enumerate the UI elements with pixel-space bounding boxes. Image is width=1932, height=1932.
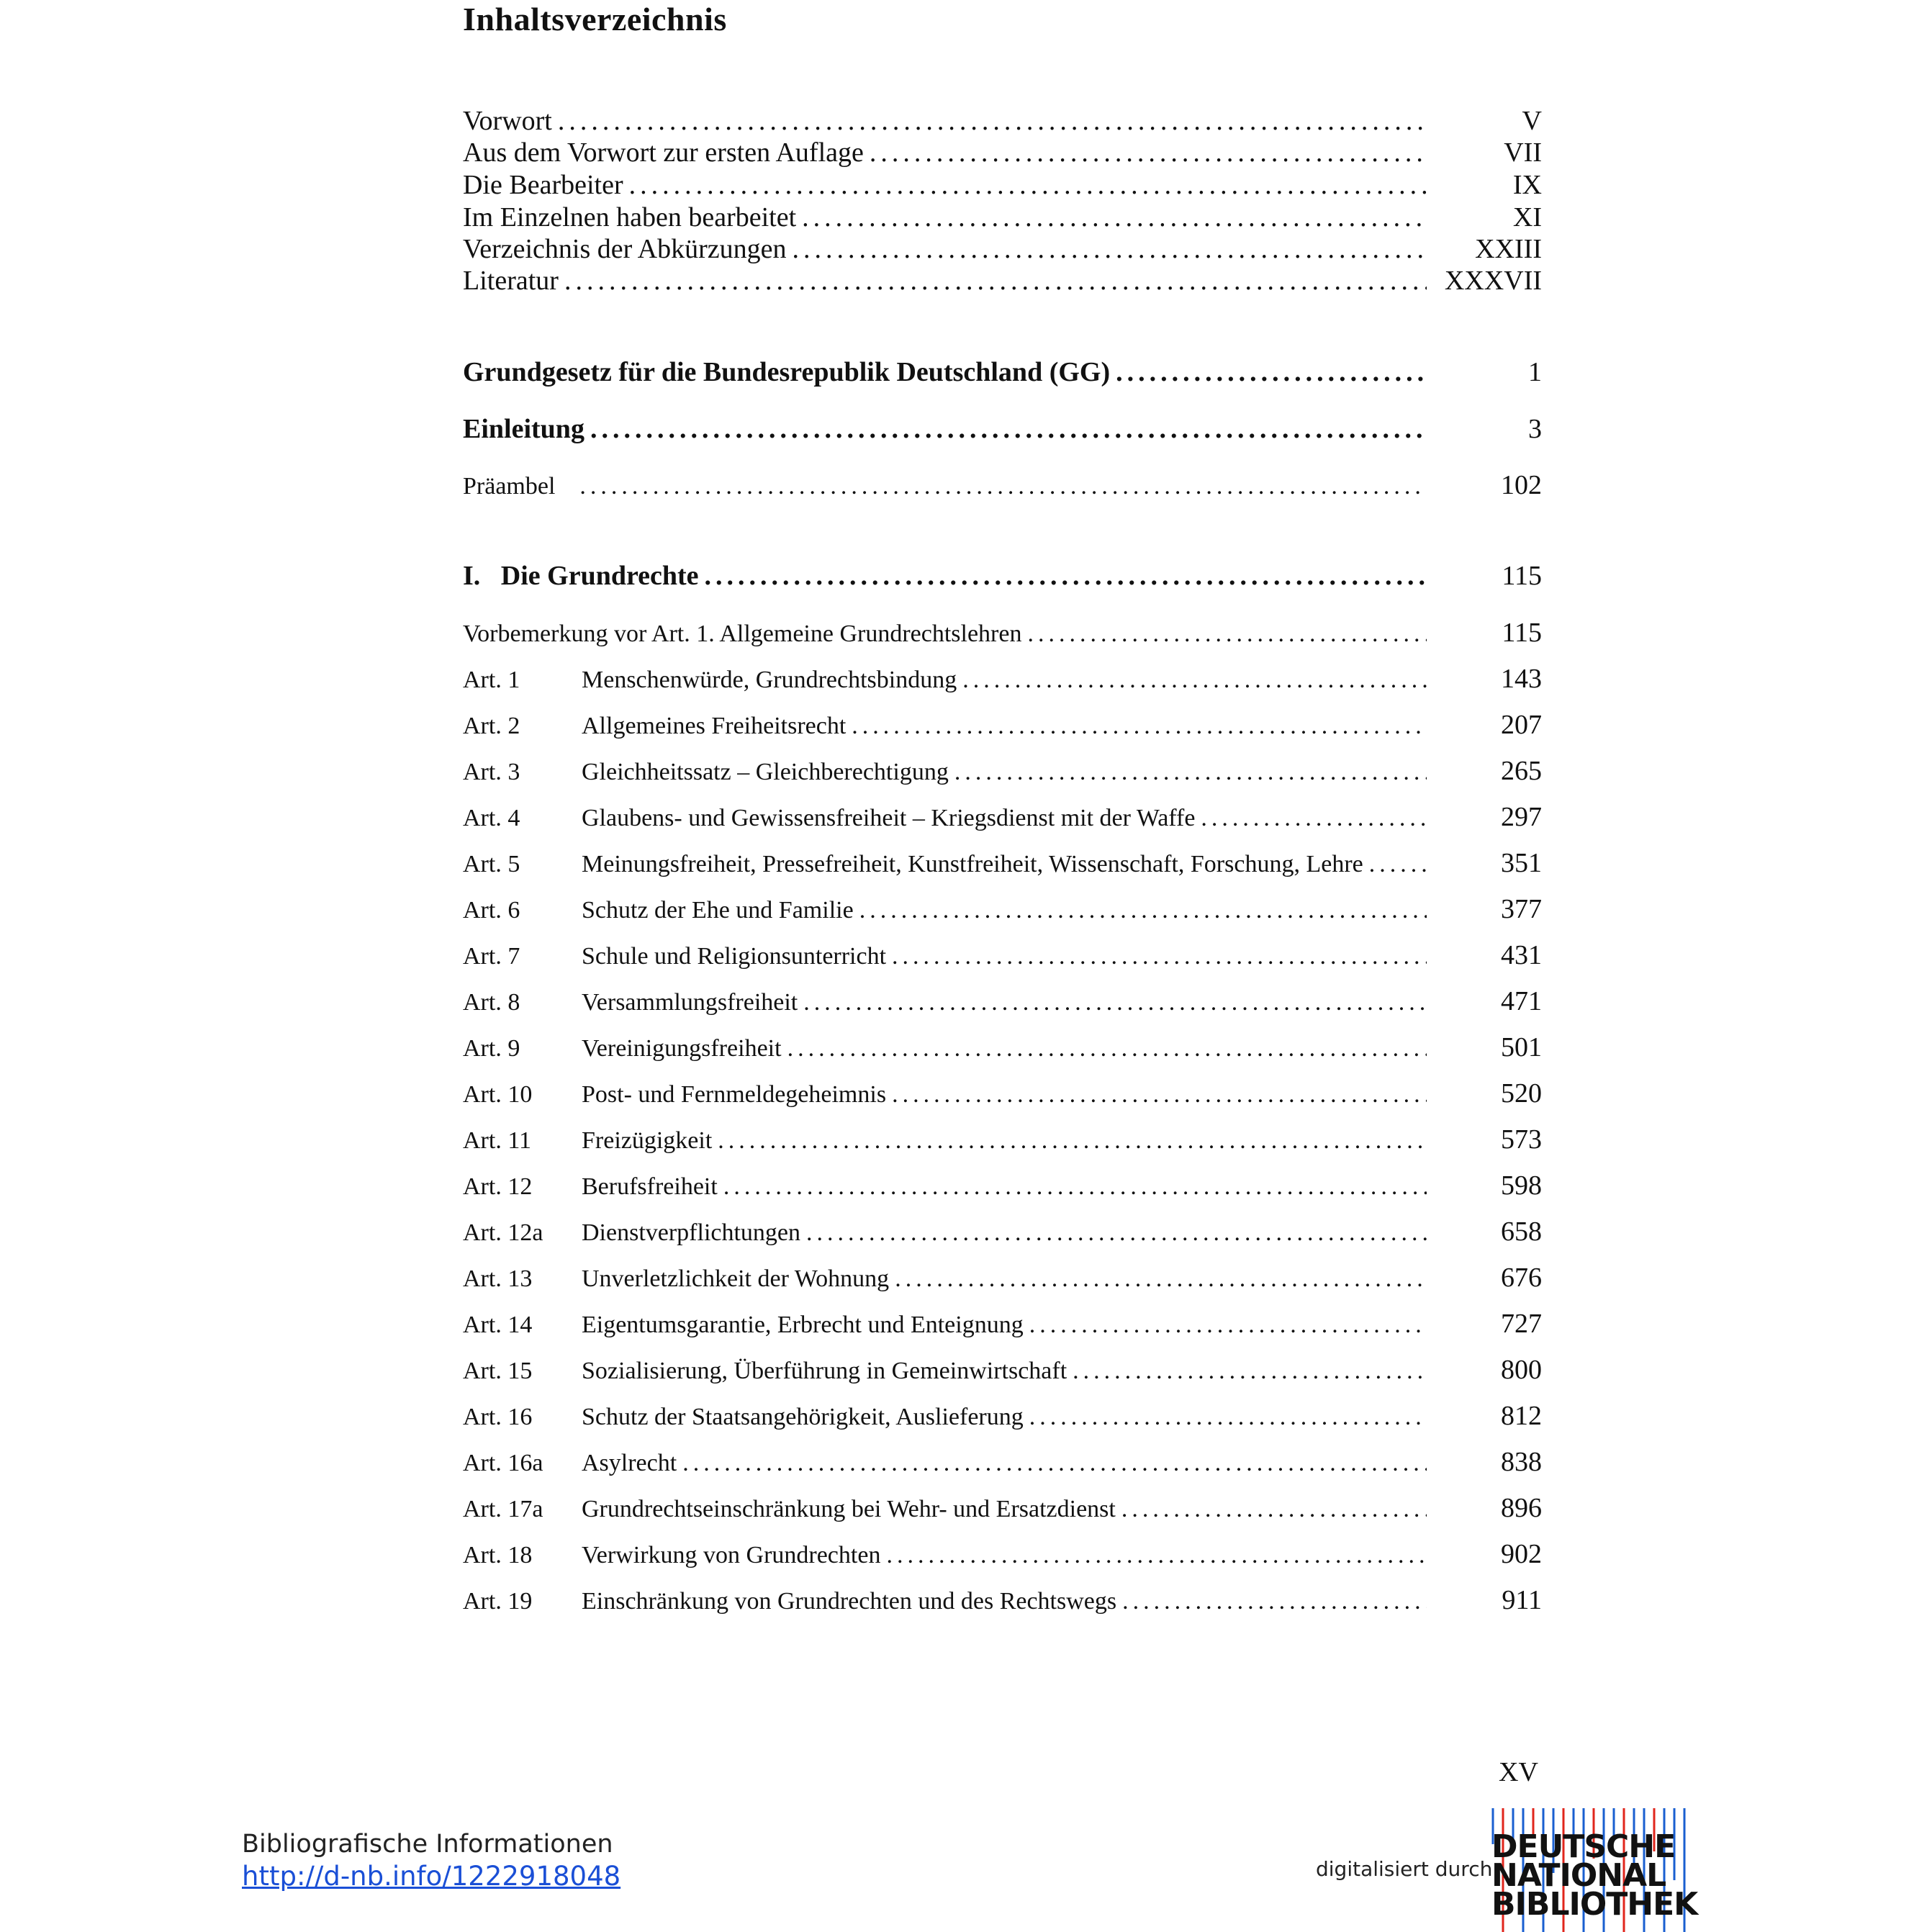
toc-entry-article[interactable] [463,1400,1542,1432]
toc-entry-page: 351 [1501,848,1542,878]
toc-entry-article[interactable] [463,709,1542,741]
article-title: Verwirkung von Grundrechten [582,1542,881,1568]
toc-entry-page: 812 [1501,1401,1542,1431]
article-title: Gleichheitssatz – Gleichberechtigung [582,759,949,785]
toc-entry-page: 102 [1501,470,1542,500]
dot-leader [954,759,1427,786]
dot-leader [1121,1496,1427,1523]
toc-entry-article[interactable] [463,755,1542,787]
toc-entry-page: 838 [1501,1447,1542,1477]
toc-entry-article[interactable] [463,1216,1542,1247]
toc-entry-page: 658 [1501,1216,1542,1247]
toc-entry-page: 727 [1501,1309,1542,1339]
dot-leader [1073,1358,1427,1385]
toc-entry-page: 265 [1501,756,1542,786]
toc-entry-page: 911 [1502,1585,1542,1615]
toc-entry-vorwort-erste-auflage[interactable] [463,137,1542,168]
dot-leader [962,667,1427,694]
toc-entry-page: 800 [1501,1355,1542,1385]
toc-entry-label: Einleitung [463,414,584,444]
toc-entry-page: 207 [1501,710,1542,740]
article-number: Art. 12a [463,1219,543,1246]
article-title: Asylrecht [582,1450,677,1476]
article-title: Dienstverpflichtungen [582,1219,801,1246]
article-number: Art. 10 [463,1081,533,1108]
article-title: Glaubens- und Gewissensfreiheit – Kriegsdienst mit der Waffe [582,805,1196,831]
article-title: Grundrechtseinschränkung bei Wehr- und Ersatzdienst [582,1496,1116,1522]
article-number: Art. 11 [463,1127,532,1154]
toc-entry-grundrechte[interactable] [463,560,1542,592]
dnb-logo [1490,1808,1698,1932]
toc-entry-page: XI [1512,202,1542,233]
dot-leader [1029,1404,1427,1431]
toc-entry-page: 501 [1501,1032,1542,1062]
toc-entry-page: 431 [1501,940,1542,970]
article-title: Eigentumsgarantie, Erbrecht und Enteignung [582,1312,1024,1338]
toc-entry-article[interactable] [463,1262,1542,1294]
article-number: Art. 5 [463,851,520,877]
article-title: Vereinigungsfreiheit [582,1035,782,1062]
article-number: Art. 9 [463,1035,520,1062]
dot-leader [564,265,1427,297]
article-title: Allgemeines Freiheitsrecht [582,713,847,739]
article-title: Versammlungsfreiheit [582,989,798,1016]
page-number: XV [1499,1757,1538,1787]
dot-leader [802,202,1427,233]
article-title: Schutz der Ehe und Familie [582,897,854,924]
toc-entry-article[interactable] [463,1078,1542,1109]
toc-entry-page: XXXVII [1444,266,1542,296]
toc-entry-page: 676 [1501,1263,1542,1293]
toc-entry-page: 377 [1501,894,1542,924]
page-title: Inhaltsverzeichnis [463,1,727,37]
toc-entry-page: 297 [1501,802,1542,832]
bibliographic-info-label: Bibliografische Informationen [242,1830,613,1859]
article-number: Art. 18 [463,1542,533,1568]
article-title: Sozialisierung, Überführung in Gemeinwirtschaft [582,1358,1067,1384]
article-title: Meinungsfreiheit, Pressefreiheit, Kunstfreiheit, Wissenschaft, Forschung, Lehre [582,851,1363,877]
bibliographic-info-link[interactable]: http://d-nb.info/1222918048 [242,1861,621,1892]
dot-leader [1116,356,1427,388]
dnb-logo-line-1: DEUTSCHE [1491,1828,1676,1865]
dot-leader [1029,1312,1427,1339]
toc-entry-article[interactable] [463,847,1542,879]
article-number: Art. 3 [463,759,520,785]
toc-entry-abkuerzungen[interactable] [463,233,1542,265]
dot-leader [1201,805,1427,832]
toc-entry-article[interactable] [463,1538,1542,1570]
dot-leader [1027,620,1427,648]
toc-entry-page: V [1522,106,1542,136]
toc-entry-article[interactable] [463,893,1542,925]
toc-entry-page: 896 [1501,1493,1542,1523]
dot-leader [787,1035,1427,1062]
article-number: Art. 16a [463,1450,543,1476]
toc-entry-page: 471 [1501,986,1542,1016]
dot-leader [579,473,1427,500]
toc-entry-label: Aus dem Vorwort zur ersten Auflage [463,137,864,168]
dot-leader [705,560,1427,592]
toc-entry-page: 115 [1502,561,1542,591]
article-number: Art. 6 [463,897,520,924]
toc-entry-page: 3 [1528,414,1542,444]
toc-entry-article[interactable] [463,1124,1542,1155]
article-number: Art. 2 [463,713,520,739]
dot-leader [558,105,1427,137]
dot-leader [803,989,1427,1016]
toc-entry-literatur[interactable] [463,265,1542,297]
article-number: Art. 17a [463,1496,543,1522]
dot-leader [629,169,1427,201]
dot-leader [859,897,1427,924]
dot-leader [723,1173,1427,1201]
dot-leader [892,943,1427,970]
article-title: Einschränkung von Grundrechten und des Rechtswegs [582,1588,1117,1615]
toc-entry-label: Vorwort [463,106,552,136]
dot-leader [895,1265,1427,1293]
dot-leader [1369,851,1427,878]
toc-entry-bearbeiter[interactable] [463,169,1542,201]
digitized-by-label: digitalisiert durch [1316,1857,1493,1881]
toc-entry-page: VII [1504,137,1542,168]
dot-leader [793,233,1427,265]
dot-leader [870,137,1427,168]
dnb-logo-line-3: BIBLIOTHEK [1491,1886,1698,1923]
article-title: Menschenwürde, Grundrechtsbindung [582,667,957,693]
toc-entry-vorbemerkung[interactable] [463,617,1542,649]
dot-leader [892,1081,1427,1109]
toc-entry-article[interactable] [463,939,1542,971]
toc-entry-grundgesetz[interactable] [463,356,1542,388]
article-number: Art. 19 [463,1588,533,1615]
toc-entry-page: 1 [1528,357,1542,387]
article-number: Art. 14 [463,1312,533,1338]
dot-leader [886,1542,1427,1569]
dot-leader [852,713,1427,740]
toc-entry-page: 143 [1501,664,1542,694]
toc-entry-page: 573 [1501,1124,1542,1155]
toc-entry-article[interactable] [463,663,1542,695]
article-title: Schule und Religionsunterricht [582,943,887,970]
toc-entry-article[interactable] [463,1584,1542,1616]
dot-leader [806,1219,1427,1247]
article-title: Unverletzlichkeit der Wohnung [582,1265,890,1292]
toc-entry-page: 902 [1501,1539,1542,1569]
toc-entry-label: Literatur [463,266,559,296]
toc-entry-article[interactable] [463,1354,1542,1386]
article-title: Berufsfreiheit [582,1173,718,1200]
toc-entry-einleitung[interactable] [463,413,1542,445]
article-number: Art. 1 [463,667,520,693]
toc-entry-label: Verzeichnis der Abkürzungen [463,234,787,264]
toc-entry-article[interactable] [463,1170,1542,1201]
toc-entry-article[interactable] [463,1032,1542,1063]
toc-entry-article[interactable] [463,1308,1542,1340]
article-title: Post- und Fernmeldegeheimnis [582,1081,887,1108]
toc-entry-page: 598 [1501,1170,1542,1201]
toc-entry-label: Die Bearbeiter [463,170,623,200]
dnb-logo-line-2: NATIONAL [1491,1857,1666,1894]
dot-leader [718,1127,1427,1155]
toc-entry-label: Vorbemerkung vor Art. 1. Allgemeine Grundrechtslehren [463,620,1022,647]
dot-leader [1122,1588,1427,1615]
toc-entry-page: 520 [1501,1078,1542,1109]
toc-entry-label: Grundgesetz für die Bundesrepublik Deutschland (GG) [463,357,1111,387]
article-number: Art. 15 [463,1358,533,1384]
toc-entry-praeambel[interactable] [463,469,1542,501]
toc-entry-article[interactable] [463,801,1542,833]
article-number: Art. 13 [463,1265,533,1292]
article-number: Art. 16 [463,1404,533,1430]
toc-entry-label: Im Einzelnen haben bearbeitet [463,202,797,233]
toc-entry-article[interactable] [463,1492,1542,1524]
dot-leader [590,413,1427,445]
article-title: Freizügigkeit [582,1127,713,1154]
toc-entry-article[interactable] [463,1446,1542,1478]
dot-leader [682,1450,1427,1477]
article-number: Art. 7 [463,943,520,970]
article-title: Schutz der Staatsangehörigkeit, Auslieferung [582,1404,1024,1430]
toc-entry-label: Präambel [463,473,556,500]
toc-entry-im-einzelnen[interactable] [463,202,1542,233]
toc-entry-vorwort[interactable] [463,105,1542,137]
article-number: Art. 12 [463,1173,533,1200]
article-number: Art. 8 [463,989,520,1016]
toc-entry-article[interactable] [463,985,1542,1017]
toc-entry-page: IX [1512,170,1542,200]
toc-entry-page: 115 [1502,618,1542,648]
toc-entry-label: I. Die Grundrechte [463,561,699,591]
toc-entry-page: XXIII [1475,234,1542,264]
article-number: Art. 4 [463,805,520,831]
